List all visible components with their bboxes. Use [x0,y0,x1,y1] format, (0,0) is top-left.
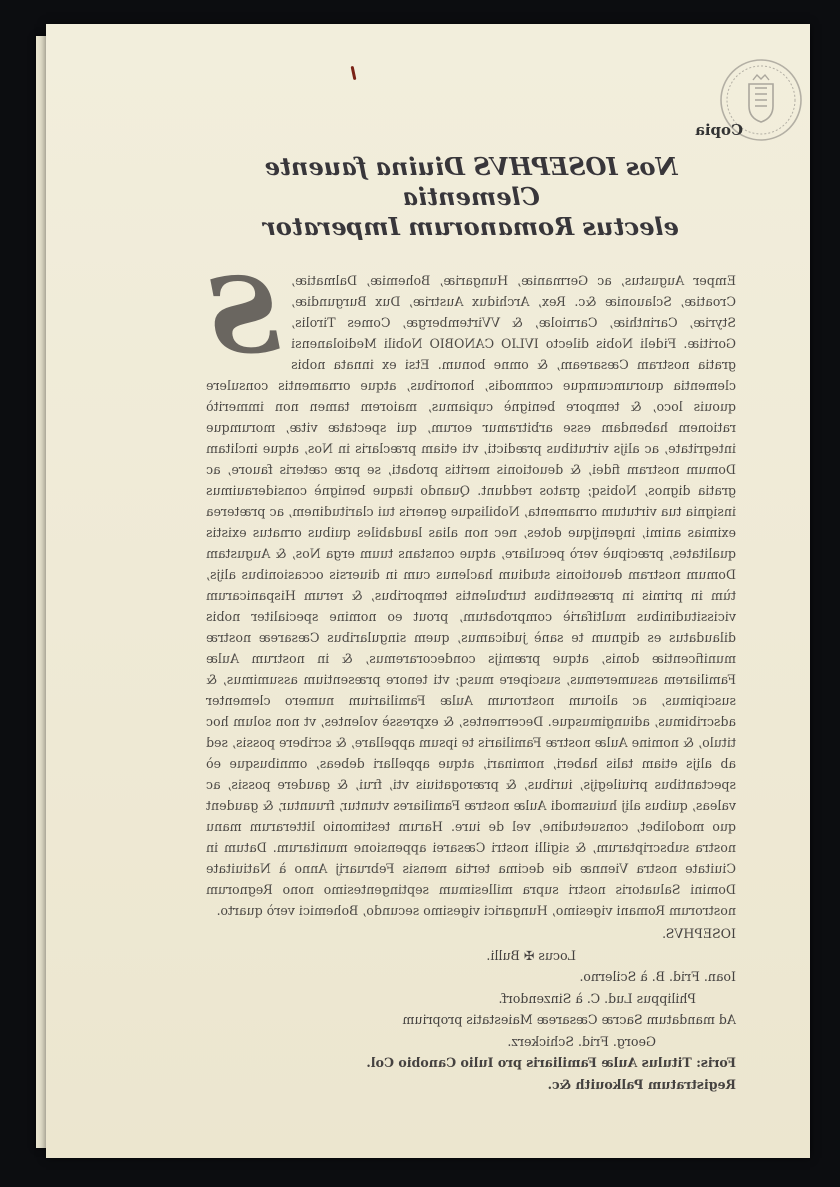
signer-schickerz: Georg. Frid. Schickerz. [507,1033,656,1049]
document-page [46,24,810,1158]
mirrored-text-block [206,152,736,1092]
copia-label: Copia [695,121,743,139]
signature-name: IOSEPHVS. [662,926,736,941]
signer-scilerno: Ioan. Frid. B. à Scilerno. [579,969,736,984]
seal-locus: Locus ✠ Bulli. [486,947,576,963]
body-text-block [206,254,736,921]
closing-block [206,923,736,1095]
signer-sinzendorf: Philippus Lud. C. à Sinzendorf. [498,990,696,1006]
foris-line: Foris: Titulus Aulæ Familiaris pro Iulio Canobio Col. [366,1055,736,1070]
mandate-line: Ad mandatum Sacræ Cæsareæ Maiestatis proprium [402,1012,736,1027]
title-line-1: Nos IOSEPHVS Diuina fauente Clementia [264,152,678,211]
registered-line: Registratum Palkouith &c. [547,1076,736,1092]
body-paragraph: Emper Augustus, ac Germaniæ, Hungariæ, Bohemiæ, Dalmatiæ, Croatiæ, Sclauoniæ &c. Rex, Archidux Austriæ, Dux Burgundiæ, Styriæ, Carinthiæ, Carniolæ, & VVirtembergæ, Comes Tirolis, Goritiæ. Fideli Nobis dilecto IVLIO CANOBIO Nobili Mediolanensi gratia nostram Cæsaream, & omne bonum. Etsi ex innata nobis clementia quorumcumque commodis, honoribus, atque ornamentis consulere quouis loco, & tempore benignè cupiamus, maiorem tamen non immeritò rationem habendam esse arbitramur eorum, qui spectatæ vitæ, morumque integritate, ac alijs virtutibus prædicti, vti etiam præclaris in Nos, atque inclitam Domum nostram fidei, & deuotionis meritis probati, se præ cæteris fauore, ac gratia dignos, Nobisq; gratos reddunt. Quando itaque benignè considerauimus insignia tua virtutum ornamenta, Nobilisque generis tui claritudinem, ac præterea eximias animi, ingenijque dotes, nec non alias laudabiles quibus ornatus existis qualitates, præcipuè verò peculiare, atque constans tuum erga Nos, & Augustam Domum nostram deuotionis studium haclenus cum in diuersis occasionibus alijs, tùm in primis in præsentibus turbulentis temporibus, & rerum Hispanicarum vicissitudinibus multifariè comprobatum, prout eo nomine specialiter nobis dilaudatus es dignum te sanè judicamus, quem singularibus Cæsareæ nostræ munificentiæ donis, atque præmijs condecoraremus, & in nostrum Aulæ Familiarem assumeremus, suscipere musq; vti tenore præsentium assumimus, & suscipimus, ac aliorum nostrorum Aulæ Familiarium numero clementer adscribimus, adiungimusque. Decernentes, & expressè volentes, vt non solum hoc titulo, & nomine Aulæ nostræ Familiaris te ipsum appellare, & scribere possis, sed ab alijs etiam talis haberi, nominari, atque appellari debeas, omnibusque eò spectantibus priuilegijs, iuribus, & prærogatiuis vti, frui, & gaudere possis, ac valeas, quibus alij huiusmodi Aulæ nostræ Familiares vtuntur, fruuntur, & gaudent quo modolibet, consuetudine, vel de iure. Harum testimonio litterarum manu nostra subscriptarum, & sigilli nostri Cæsarei appensione munitarum. Datum in Ciuitate nostra Viennæ die decima tertia mensis Februarij Anno à Natiuitate Domini Saluatoris nostri supra millesimum septingentesimo nono Regnorum nostrorum Romani vigesimo, Hungarici vigesimo secundo, Bohemici verò quarto. [206,273,736,918]
ink-mark [351,66,357,80]
drop-cap: S [206,254,282,377]
title-line-2: electus Romanorum Imperator [263,212,679,241]
